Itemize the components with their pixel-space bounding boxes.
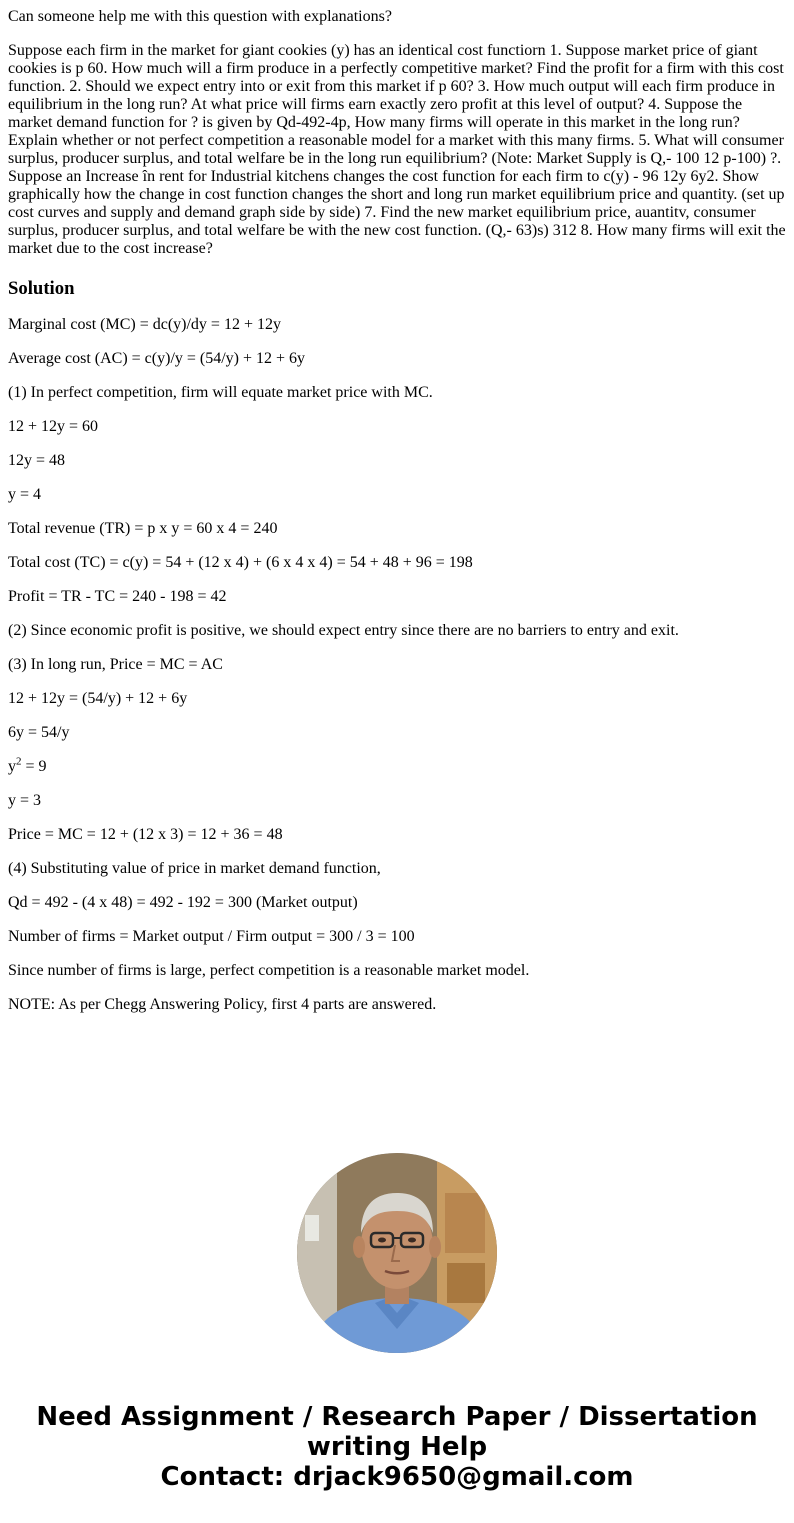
solution-line: (4) Substituting value of price in market demand function, bbox=[8, 860, 381, 877]
square-rest: = 9 bbox=[21, 758, 47, 775]
document-content bbox=[8, 8, 790, 1030]
solution-line: Price = MC = 12 + (12 x 3) = 12 + 36 = 48 bbox=[8, 826, 283, 843]
solution-line: Total revenue (TR) = p x y = 60 x 4 = 240 bbox=[8, 520, 278, 537]
solution-steps-part1 bbox=[8, 316, 786, 742]
question-body: Suppose each firm in the market for giant cookies (y) has an identical cost functiorn 1. Suppose market price of giant cookies is p 60. How much will a firm produce in a perfectly competitive market? Find the profit for a firm with this cost function. 2. Should we expect entry into or exit from this market if p 60? 3. How much output will each firm produce in equilibrium in the long run? At what price will firms earn exactly zero profit at this level of output? 4. Suppose the market demand function for ? is given by Qd-492-4p, How many firms will operate in this market in the long run? Explain whether or not perfect competition a reasonable model for a market with this many firms. 5. What will consumer surplus, producer surplus, and total welfare be in the long run equilibrium? (Note: Market Supply is Q,- 100 12 p-100) ?. Suppose an Increase în rent for Industrial kitchens changes the cost function for each firm to c(y) - 96 12y 6y2. Show graphically how the change in cost function changes the short and long run market equilibrium price and quantity. (set up cost curves and supply and demand graph side by side) 7. Find the new market equilibrium price, auantitv, consumer surplus, producer surplus, and total welfare be with the new cost function. (Q,- 63)s) 312 8. How many firms will exit the market due to the cost increase? bbox=[8, 42, 790, 257]
solution-line: Total cost (TC) = c(y) = 54 + (12 x 4) + (6 x 4 x 4) = 54 + 48 + 96 = 198 bbox=[8, 554, 473, 571]
solution-line: y = 4 bbox=[8, 486, 42, 503]
solution-line: 12 + 12y = 60 bbox=[8, 418, 99, 435]
solution-line: 12y = 48 bbox=[8, 452, 66, 469]
promo-line-1: Need Assignment / Research Paper / Dissertation bbox=[36, 1402, 758, 1432]
solution-line: Since number of firms is large, perfect competition is a reasonable market model. bbox=[8, 962, 530, 979]
square-base: y bbox=[8, 758, 16, 775]
solution-line: Qd = 492 - (4 x 48) = 492 - 192 = 300 (Market output) bbox=[8, 894, 358, 911]
solution-line: Average cost (AC) = c(y)/y = (54/y) + 12 + 6y bbox=[8, 350, 306, 367]
author-photo bbox=[297, 1153, 497, 1353]
solution-line: y = 3 bbox=[8, 792, 42, 809]
solution-line: Marginal cost (MC) = dc(y)/dy = 12 + 12y bbox=[8, 316, 281, 333]
solution-line-y-squared bbox=[8, 755, 786, 776]
promo-banner bbox=[0, 1402, 794, 1492]
solution-heading: Solution bbox=[8, 278, 75, 299]
question-intro: Can someone help me with this question with explanations? bbox=[8, 8, 392, 25]
square-exponent: 2 bbox=[16, 755, 22, 768]
solution-note: NOTE: As per Chegg Answering Policy, first 4 parts are answered. bbox=[8, 996, 437, 1013]
solution-line: (1) In perfect competition, firm will equate market price with MC. bbox=[8, 384, 433, 401]
solution-line: (3) In long run, Price = MC = AC bbox=[8, 656, 223, 673]
solution-steps-part2 bbox=[8, 792, 786, 1014]
promo-line-2: writing Help bbox=[306, 1432, 488, 1462]
author-avatar bbox=[297, 1153, 497, 1353]
solution-line: (2) Since economic profit is positive, we should expect entry since there are no barriers to entry and exit. bbox=[8, 622, 679, 639]
solution-line: Profit = TR - TC = 240 - 198 = 42 bbox=[8, 588, 227, 605]
solution-line: Number of firms = Market output / Firm output = 300 / 3 = 100 bbox=[8, 928, 415, 945]
solution-line: 12 + 12y = (54/y) + 12 + 6y bbox=[8, 690, 188, 707]
solution-line: 6y = 54/y bbox=[8, 724, 70, 741]
promo-contact: Contact: drjack9650@gmail.com bbox=[160, 1462, 634, 1492]
